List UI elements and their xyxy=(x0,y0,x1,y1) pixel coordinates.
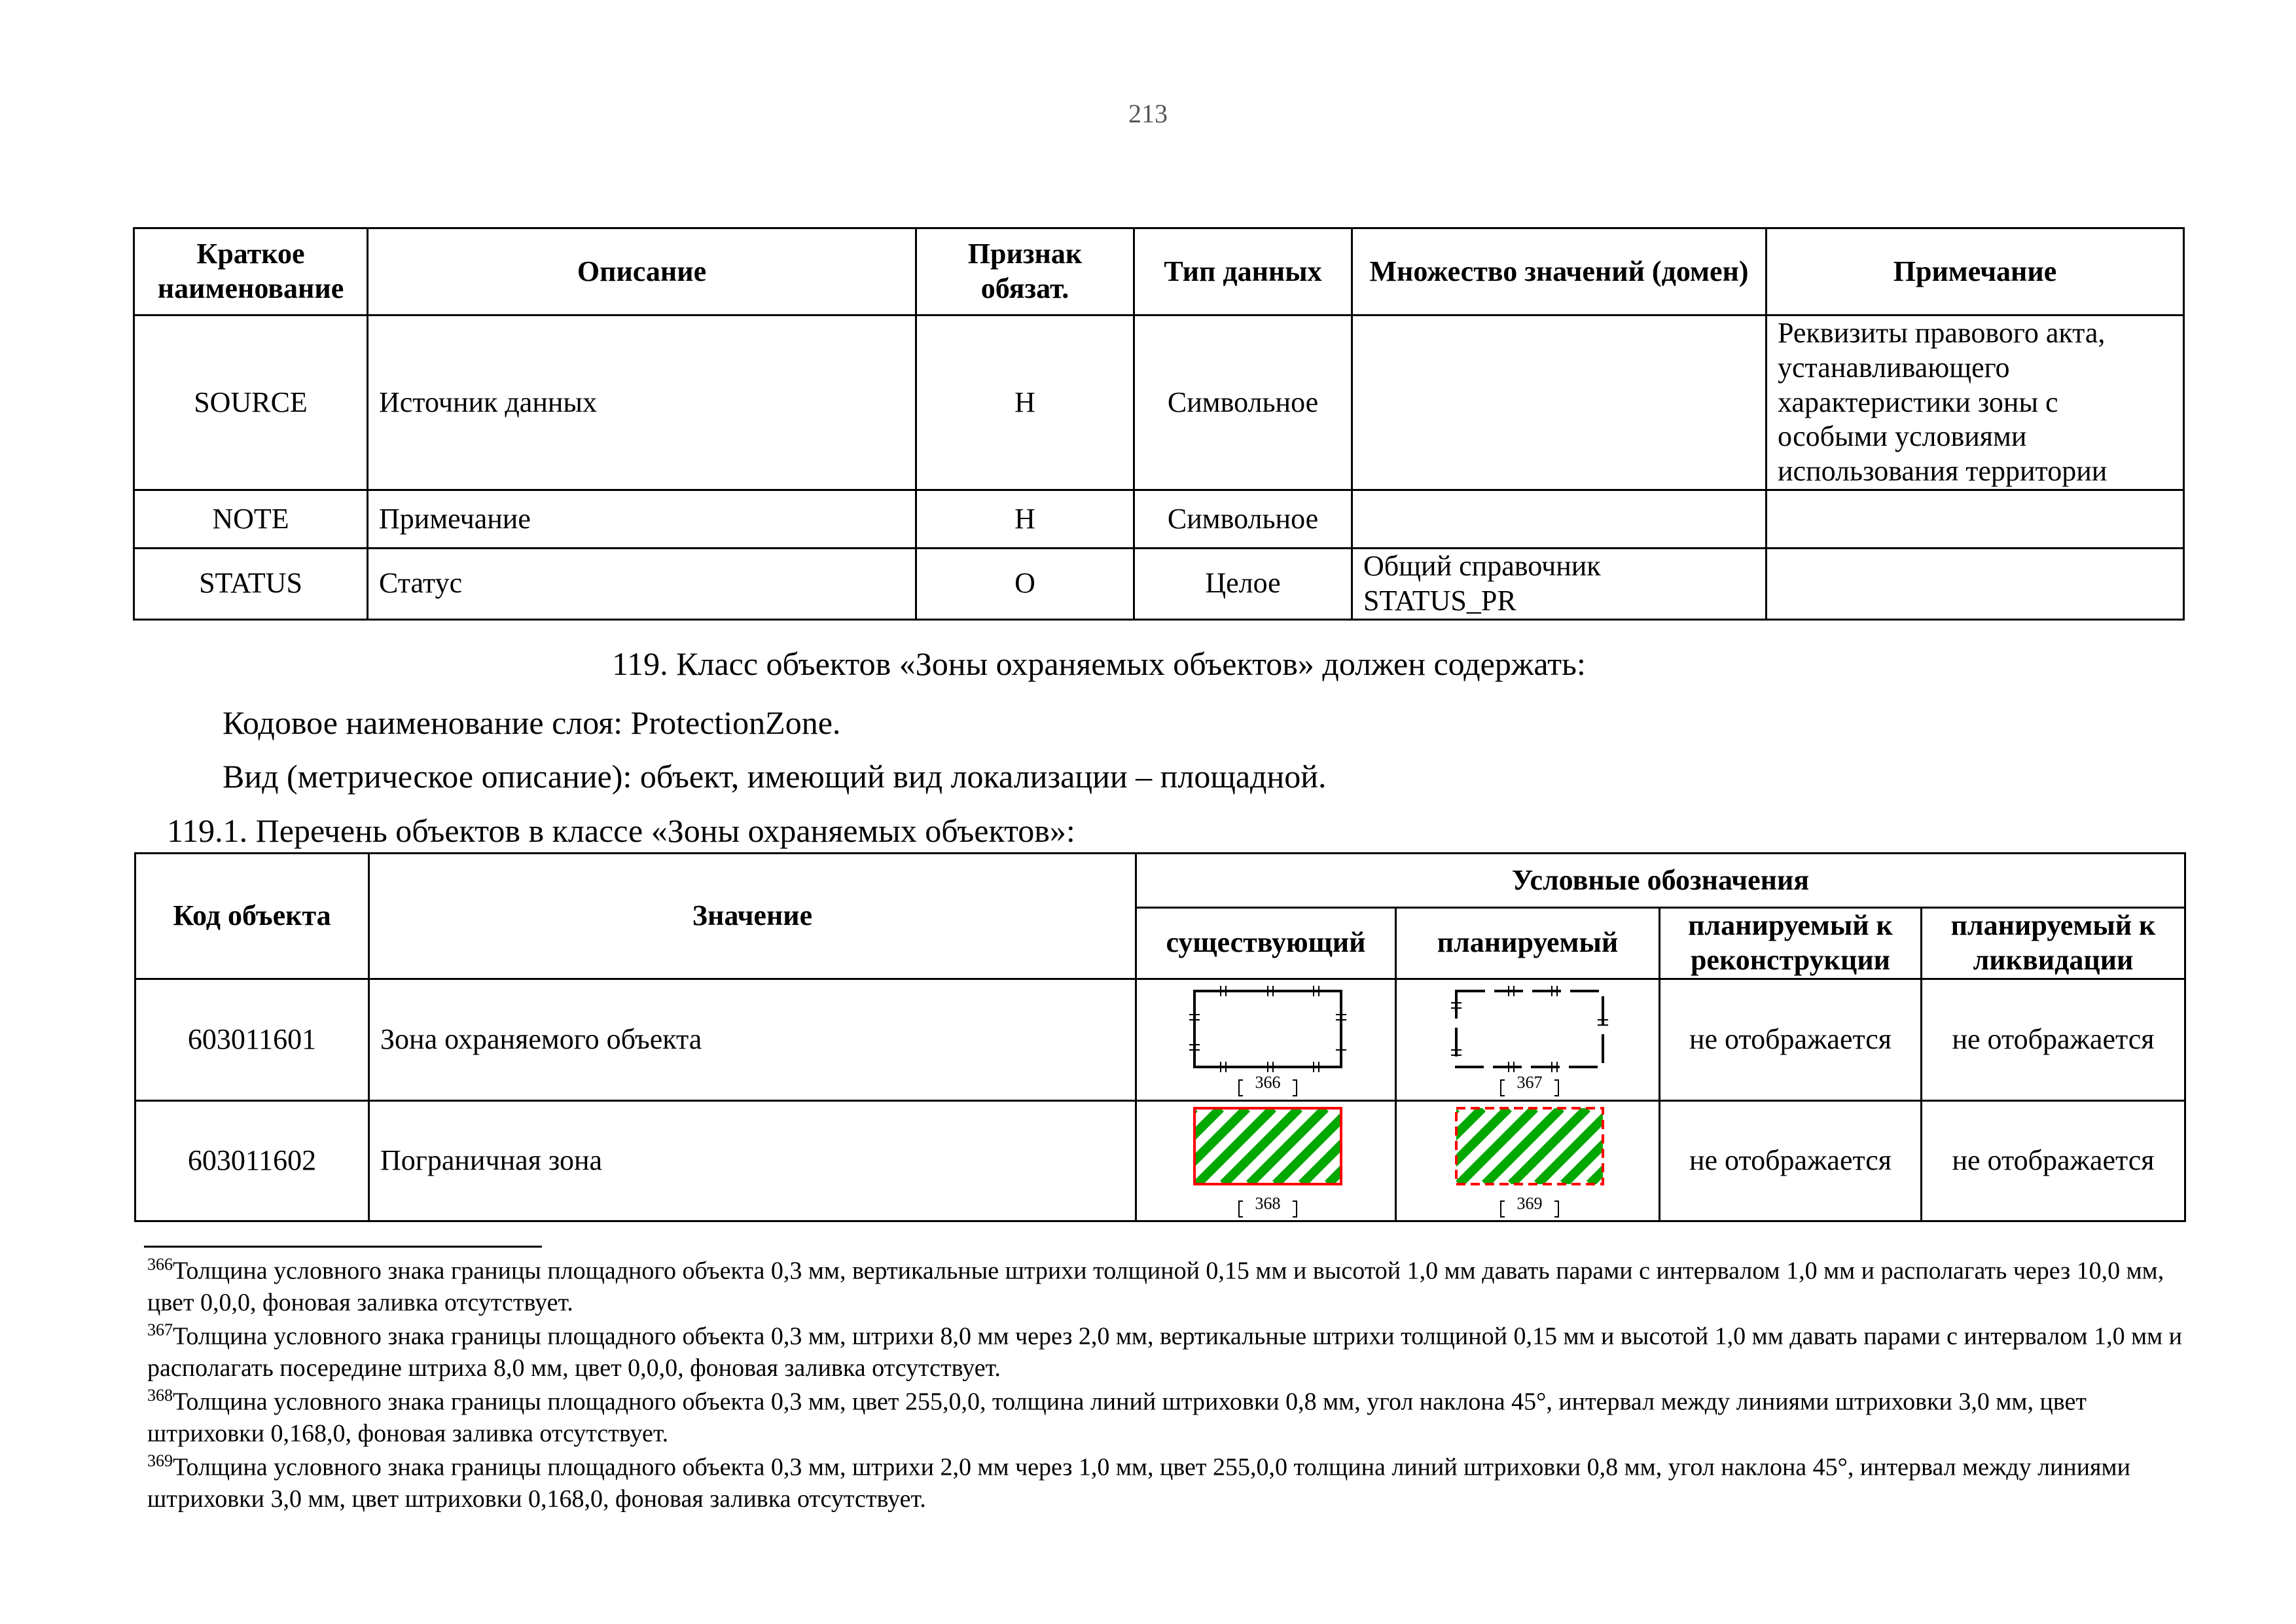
footnote-ref: 368 xyxy=(1255,1194,1281,1214)
footnote-number: 368 xyxy=(147,1385,173,1405)
header-short-name: Краткое наименование xyxy=(134,228,368,316)
cell-flag: Н xyxy=(916,316,1134,490)
table-header-row xyxy=(134,228,2184,316)
cell-domain: Общий справочник STATUS_PR xyxy=(1352,548,1767,619)
symbol-planned-boundary xyxy=(1439,982,1616,1097)
table-row xyxy=(134,316,2184,490)
cell-flag: Н xyxy=(916,490,1134,548)
layer-code-text: Кодовое наименование слоя: ProtectionZone. xyxy=(223,704,841,741)
cell-note xyxy=(1767,490,2184,548)
symbol-existing-hatched xyxy=(1177,1103,1354,1218)
header-note: Примечание xyxy=(1767,228,2184,316)
cell-object-code: 603011602 xyxy=(135,1100,369,1221)
cell-object-value: Пограничная зона xyxy=(369,1100,1136,1221)
footnote xyxy=(147,1254,2183,1319)
symbol-planned-hatched xyxy=(1439,1103,1616,1218)
cell-reconstruction: не отображается xyxy=(1660,1100,1922,1221)
footnote-number: 367 xyxy=(147,1320,173,1339)
symbol-existing-cell xyxy=(1136,979,1396,1100)
section-heading: 119. Класс объектов «Зоны охраняемых объектов» должен содержать: xyxy=(612,645,1586,682)
footnote-text: Толщина условного знака границы площадного объекта 0,3 мм, вертикальные штрихи толщиной 0,15 мм и высотой 1,0 мм давать парами с интервалом 1,0 мм и располагать через 10,0 мм, цвет 0,0,0, фоновая заливка отсутствует. xyxy=(147,1257,2164,1317)
cell-name: STATUS xyxy=(134,548,368,619)
cell-name: SOURCE xyxy=(134,316,368,490)
cell-note xyxy=(1767,548,2184,619)
footnotes xyxy=(147,1254,2183,1515)
symbol-existing-cell xyxy=(1136,1100,1396,1221)
table-header-row xyxy=(135,854,2185,908)
header-symbols: Условные обозначения xyxy=(1136,854,2185,908)
footnote xyxy=(147,1450,2183,1515)
cell-name: NOTE xyxy=(134,490,368,548)
cell-note: Реквизиты правового акта, устанавливающего характеристики зоны с особыми условиями использования территории xyxy=(1767,316,2184,490)
footnote-text: Толщина условного знака границы площадного объекта 0,3 мм, штрихи 8,0 мм через 2,0 мм, вертикальные штрихи толщиной 0,15 мм и высотой 1,0 мм давать парами с интервалом 1,0 мм и располагать посередине штриха 8,0 мм, цвет 0,0,0, фоновая заливка отсутствует. xyxy=(147,1322,2183,1382)
cell-liquidation: не отображается xyxy=(1922,1100,2185,1221)
table-row xyxy=(134,548,2184,619)
symbol-existing-boundary xyxy=(1177,982,1354,1097)
header-domain: Множество значений (домен) xyxy=(1352,228,1767,316)
footnote-separator xyxy=(144,1246,542,1248)
cell-description: Источник данных xyxy=(368,316,916,490)
list-heading: 119.1. Перечень объектов в классе «Зоны охраняемых объектов»: xyxy=(167,812,1075,849)
header-planned-liquidation: планируемый к ликвидации xyxy=(1922,908,2185,979)
header-description: Описание xyxy=(368,228,916,316)
footnote-number: 369 xyxy=(147,1451,173,1470)
header-value: Значение xyxy=(369,854,1136,979)
cell-liquidation: не отображается xyxy=(1922,979,2185,1100)
cell-domain xyxy=(1352,490,1767,548)
cell-type: Символьное xyxy=(1134,490,1352,548)
cell-reconstruction: не отображается xyxy=(1660,979,1922,1100)
header-object-code: Код объекта xyxy=(135,854,369,979)
footnote-ref: 369 xyxy=(1516,1194,1543,1214)
table-row xyxy=(135,1100,2185,1221)
table-row xyxy=(134,490,2184,548)
header-data-type: Тип данных xyxy=(1134,228,1352,316)
footnote-text: Толщина условного знака границы площадного объекта 0,3 мм, цвет 255,0,0, толщина линий штриховки 0,8 мм, угол наклона 45°, интервал между линиями штриховки 3,0 мм, цвет штриховки 0,168,0, фоновая заливка отсутствует. xyxy=(147,1388,2087,1448)
symbol-planned-cell xyxy=(1396,1100,1660,1221)
objects-table xyxy=(134,852,2186,1222)
page-number: 213 xyxy=(1128,99,1168,128)
cell-description: Примечание xyxy=(368,490,916,548)
cell-domain xyxy=(1352,316,1767,490)
header-planned-reconstruction: планируемый к реконструкции xyxy=(1660,908,1922,979)
cell-object-value: Зона охраняемого объекта xyxy=(369,979,1136,1100)
cell-type: Символьное xyxy=(1134,316,1352,490)
footnote-number: 366 xyxy=(147,1255,173,1274)
header-planned: планируемый xyxy=(1396,908,1660,979)
cell-type: Целое xyxy=(1134,548,1352,619)
attributes-table xyxy=(133,227,2185,621)
header-existing: существующий xyxy=(1136,908,1396,979)
footnote xyxy=(147,1384,2183,1450)
cell-description: Статус xyxy=(368,548,916,619)
footnote xyxy=(147,1319,2183,1384)
geometry-text: Вид (метрическое описание): объект, имеющий вид локализации – площадной. xyxy=(223,758,1327,795)
cell-object-code: 603011601 xyxy=(135,979,369,1100)
footnote-text: Толщина условного знака границы площадного объекта 0,3 мм, штрихи 2,0 мм через 1,0 мм, цвет 255,0,0 толщина линий штриховки 0,8 мм, угол наклона 45°, интервал между линиями штриховки 3,0 мм, цвет штриховки 0,168,0, фоновая заливка отсутствует. xyxy=(147,1453,2130,1513)
symbol-planned-cell xyxy=(1396,979,1660,1100)
header-mandatory: Признак обязат. xyxy=(916,228,1134,316)
footnote-ref: 367 xyxy=(1516,1073,1543,1092)
footnote-ref: 366 xyxy=(1255,1073,1281,1092)
table-row xyxy=(135,979,2185,1100)
cell-flag: О xyxy=(916,548,1134,619)
